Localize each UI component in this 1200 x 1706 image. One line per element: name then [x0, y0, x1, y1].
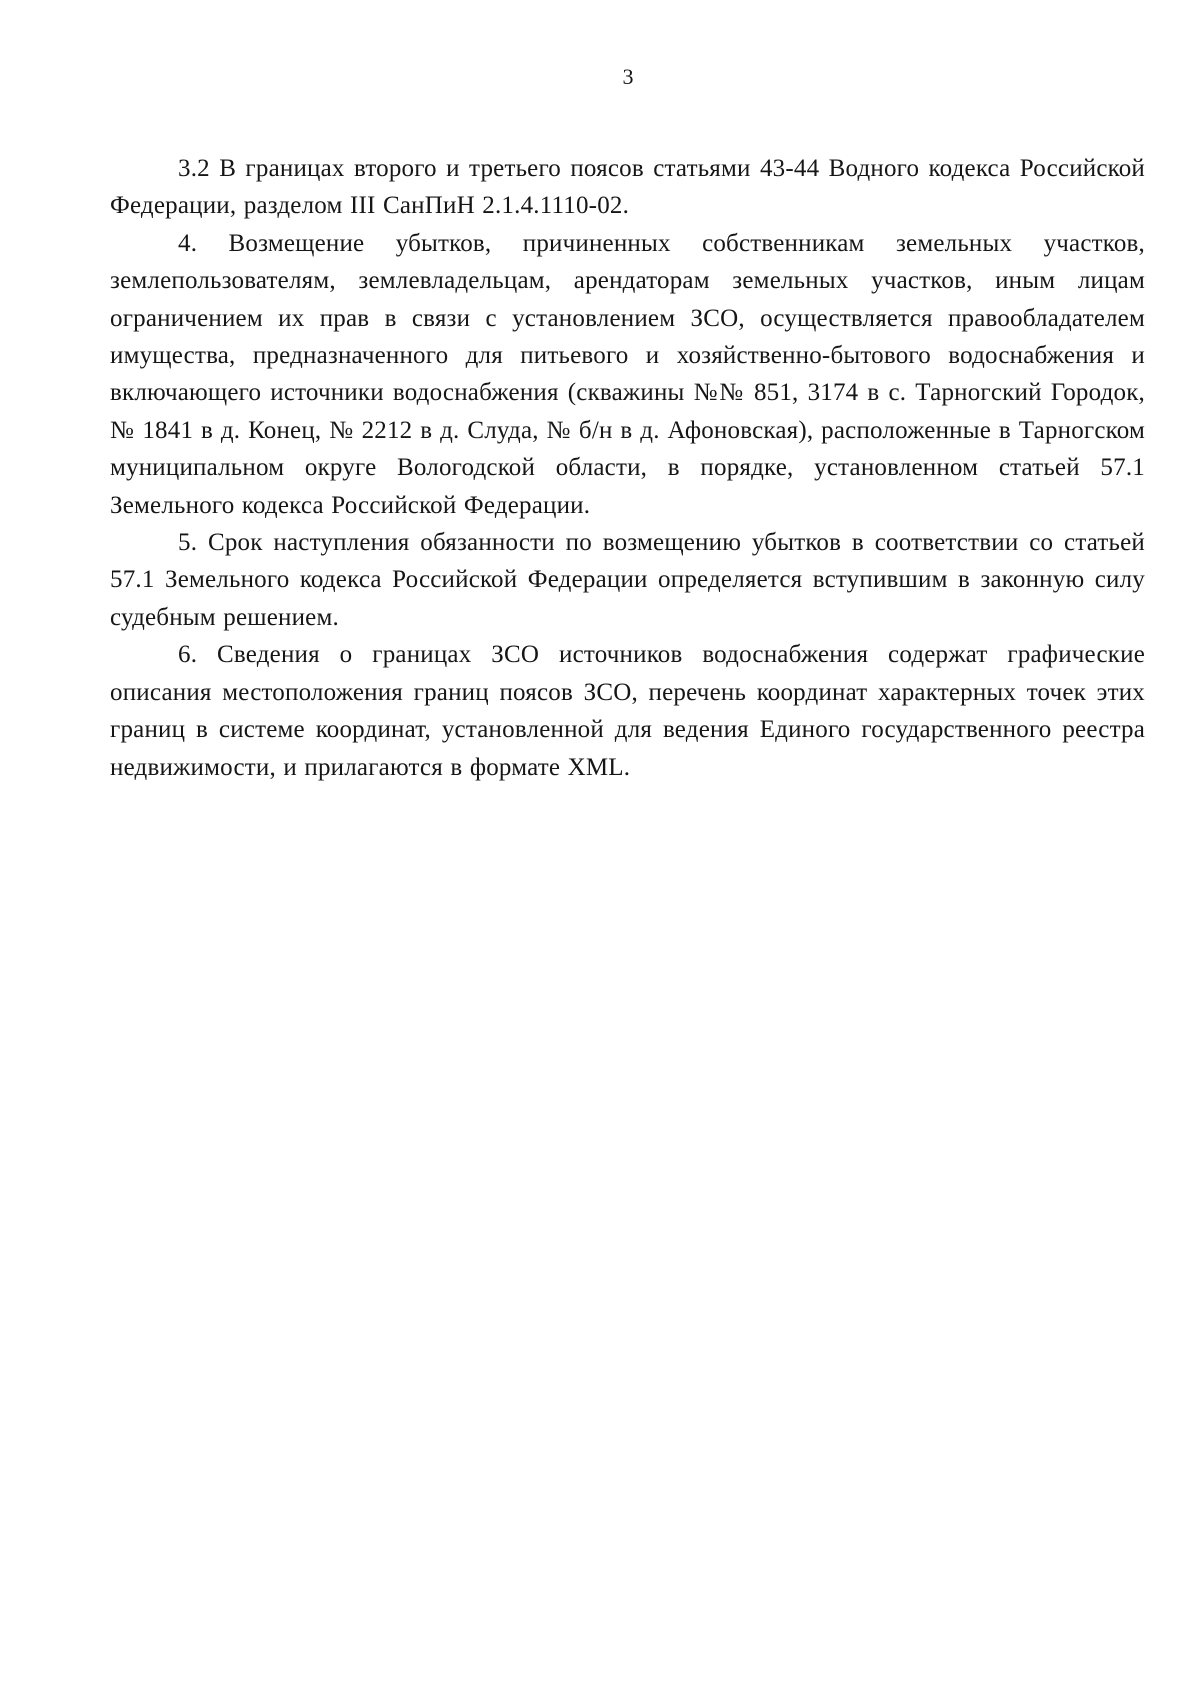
document-body	[110, 150, 1145, 786]
paragraph-3-2: 3.2 В границах второго и третьего поясов статьями 43-44 Водного кодекса Российской Федерации, разделом III СанПиН 2.1.4.1110-02.	[110, 155, 1145, 220]
page-number: 3	[622, 64, 634, 89]
paragraph-5-deadline: 5. Срок наступления обязанности по возмещению убытков в соответствии со статьей 57.1 Земельного кодекса Российской Федерации определяется вступившим в законную силу судебным решением.	[110, 529, 1145, 631]
paragraph-6-boundaries: 6. Сведения о границах ЗСО источников водоснабжения содержат графические описания местоположения границ поясов ЗСО, перечень координат характерных точек этих границ в системе координат, установленной для ведения Единого государственного реестра недвижимости, и прилагаются в формате XML.	[110, 641, 1145, 781]
paragraph-4-compensation: 4. Возмещение убытков, причиненных собственникам земельных участков, землепользователям, землевладельцам, арендаторам земельных участков, иным лицам ограничением их прав в связи с установлением ЗСО, осуществляется правообладателем имущества, предназначенного для питьевого и хозяйственно-бытового водоснабжения и включающего источники водоснабжения (скважины №№ 851, 3174 в с. Тарногский Городок, № 1841 в д. Конец, № 2212 в д. Слуда, № б/н в д. Афоновская), расположенные в Тарногском муниципальном округе Вологодской области, в порядке, установленном статьей 57.1 Земельного кодекса Российской Федерации.	[110, 229, 1145, 519]
